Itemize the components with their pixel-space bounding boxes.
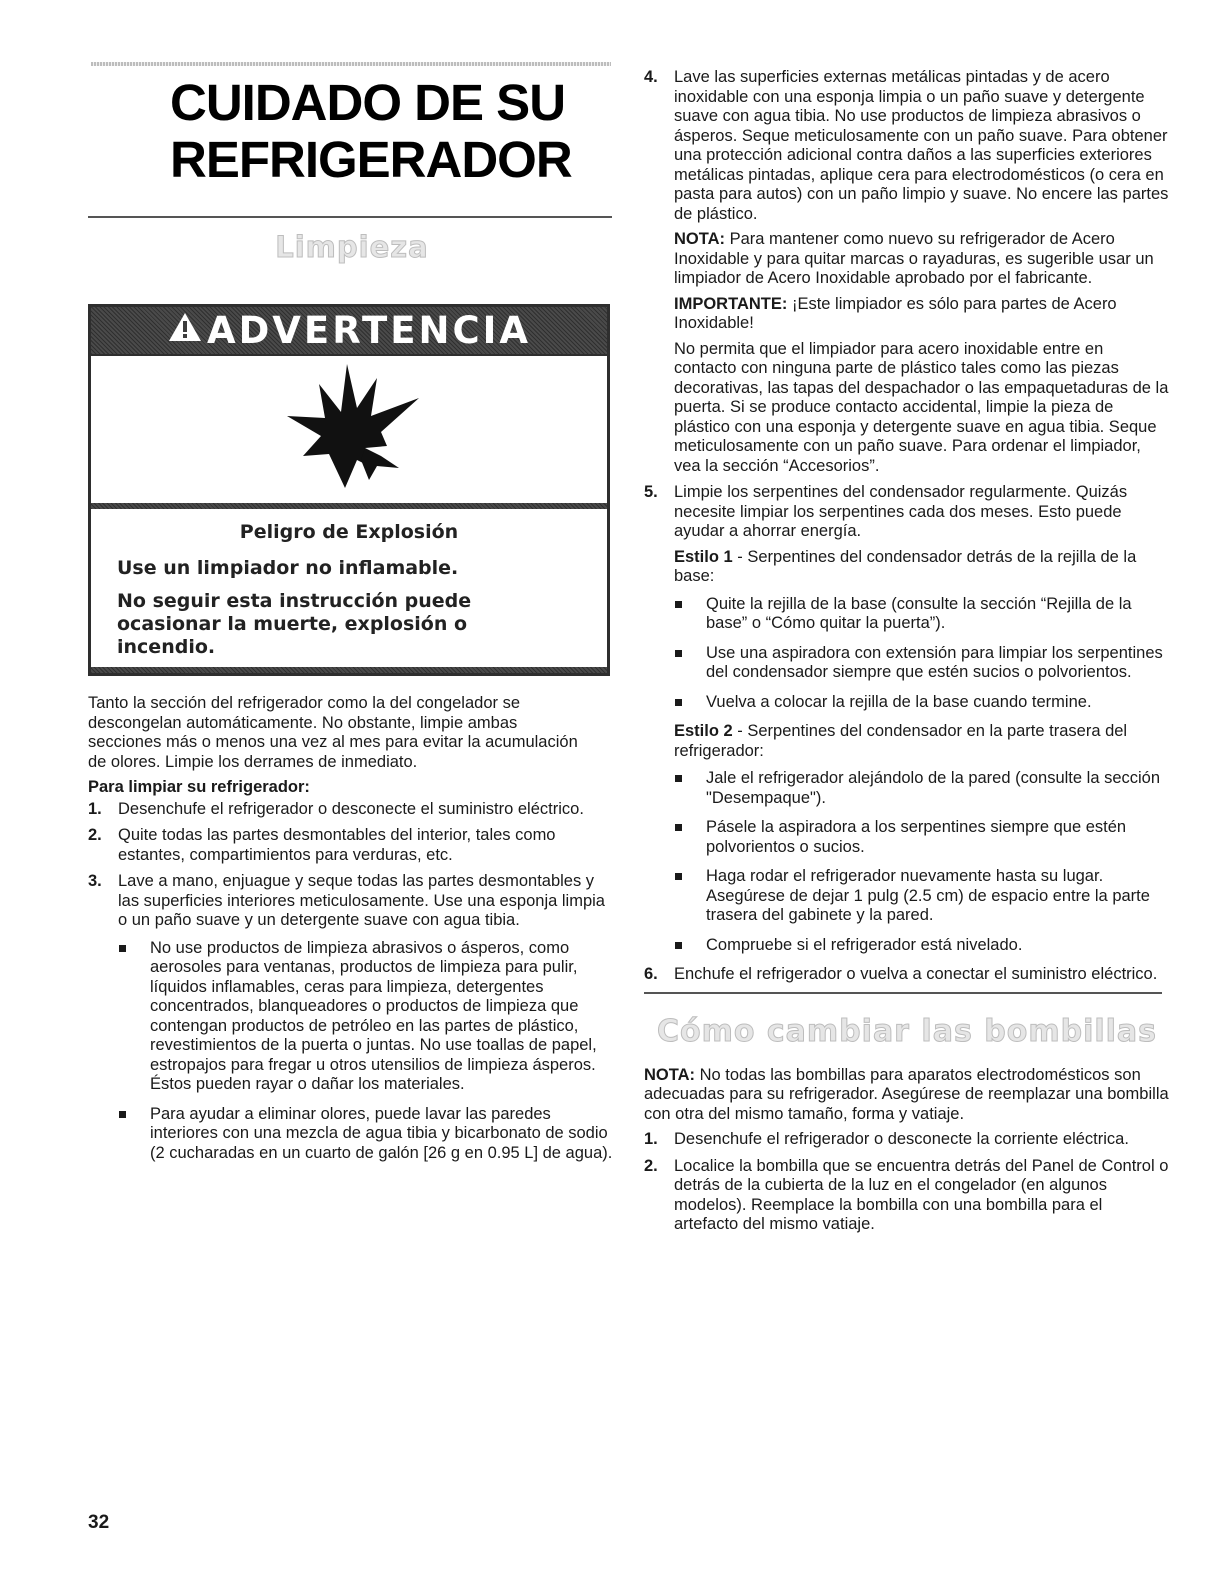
list-item: 1. Desenchufe el refrigerador o desconecte la corriente eléctrica. — [644, 1130, 1129, 1148]
warning-title: ADVERTENCIA — [206, 309, 532, 352]
bullet-item: Compruebe si el refrigerador está nivelado. — [674, 936, 1170, 956]
page-title — [170, 74, 616, 188]
section-heading-bulbs: Cómo cambiar las bombillas — [656, 1013, 1158, 1049]
warning-symbol-area — [91, 354, 607, 503]
warning-consequence: No seguir esta instrucción puede ocasionar la muerte, explosión o incendio. — [117, 590, 472, 658]
style2-heading: Estilo 2 - Serpentines del condensador en la parte trasera del refrigerador: — [674, 722, 1128, 760]
bulb-steps — [644, 1130, 1170, 1235]
warning-header — [91, 307, 607, 354]
warning-box — [88, 304, 610, 676]
divider — [644, 992, 1162, 994]
bullet-item: Haga rodar el refrigerador nuevamente hasta su lugar. Asegúrese de dejar 1 pulg (2.5 cm) de espacio entre la parte trasera del gabinete y la pared. — [674, 867, 1170, 926]
bullet-item: No use productos de limpieza abrasivos o ásperos, como aerosoles para ventanas, productos de limpieza para pulir, líquidos inflamables, ceras para limpieza, detergentes concentrados, blanqueadores o productos de limpieza que contengan productos de petróleo en las partes de plástico, revestimientos de la puerta o juntas. No use toallas de papel, estropajos para fregar u otros utensilios de limpieza ásperos. Éstos pueden rayar o dañar los materiales. — [118, 939, 616, 1095]
style2-bullets — [674, 769, 1170, 955]
bulbs-note: NOTA: No todas las bombillas para aparatos electrodomésticos son adecuadas para su refrigerador. Asegúrese de reemplazar una bombilla con otra del mismo tamaño, forma y vatiaje. — [644, 1065, 1169, 1123]
cleaning-steps — [88, 800, 616, 1164]
page-number: 32 — [88, 1512, 110, 1533]
list-item: 4. Lave las superficies externas metálicas pintadas y de acero inoxidable con una esponja limpia o un paño suave y detergente suave con agua tibia. No use productos de limpieza abrasivos o ásperos. Seque meticulosamente con un paño suave. Para obtener una protección adicional contra daños a las superficies exteriores metálicas pintadas, aplique cera para electrodomésticos (o cera en pasta para autos) con un paño limpio y suave. No encere las partes de plástico. NOTA: Para mantener como nuevo su refrigerador de Acero Inoxidable y para quitar marcas o rayaduras, es sugerible usar un limpiador de Acero Inoxidable aprobado por el fabricante. IMPORTANTE: ¡Este limpiador es sólo para partes de Acero Inoxidable! No permita que el limpiador para acero inoxidable entre en contacto con ninguna parte de plástico tales como las piezas decorativas, las tapas del despachador o las empaquetaduras de la puerta. Si se produce contacto accidental, limpie la pieza de plástico con una esponja y detergente suave en agua tibia. Seque meticulosamente con un paño suave. Para ordenar el limpiador, vea la sección “Accesorios”. — [644, 68, 1169, 475]
warning-text — [91, 509, 607, 667]
top-rule — [91, 62, 611, 66]
title-line-1: CUIDADO DE SU — [170, 74, 566, 131]
warning-triangle-icon — [167, 309, 203, 352]
warning-bottom-bar — [91, 667, 607, 673]
bullet-item: Vuelva a colocar la rejilla de la base cuando termine. — [674, 693, 1170, 713]
step3-bullets — [118, 939, 616, 1164]
warning-hazard: Peligro de Explosión — [239, 521, 459, 543]
section-heading-cleaning: Limpieza — [275, 230, 429, 264]
bullet-item: Para ayudar a eliminar olores, puede lavar las paredes interiores con una mezcla de agua tibia y bicarbonato de sodio (2 cucharadas en un cuarto de galón [26 g en 0.95 L] de agua). — [118, 1105, 616, 1164]
warning-instruction: Use un limpiador no inflamable. — [117, 557, 459, 579]
list-item: 2. Localice la bombilla que se encuentra detrás del Panel de Control o detrás de la cubierta de la luz en el congelador (en algunos modelos). Reemplace la bombilla con una bombilla para el artefacto del mismo vatiaje. — [644, 1156, 1169, 1233]
bullet-item: Use una aspiradora con extensión para limpiar los serpentines del condensador siempre que estén sucios o polvorientos. — [674, 644, 1170, 683]
title-line-2: REFRIGERADOR — [170, 131, 572, 188]
bullet-item: Pásele la aspiradora a los serpentines siempre que estén polvorientos o sucios. — [674, 818, 1170, 857]
right-column — [644, 66, 1170, 1242]
list-item: 5. Limpie los serpentines del condensador regularmente. Quizás necesite limpiar los serpentines cada dos meses. Esto puede ayudar a ahorrar energía. Estilo 1 - Serpentines del condensador detrás de la rejilla de la base: Quite la rejilla de la base (consulte la sección “Rejilla de la base” o “Cómo quitar la puerta”). Use una aspiradora con extensión para limpiar los serpentines del condensador siempre que estén sucios o polvorientos. Vuelva a colocar la rejilla de la base cuando termine. Estilo 2 - Serpentines del condensador en la parte trasera del refrigerador: Jale el refrigerador alejándolo de la pared (consulte la sección "Desempaque"). Pásele la aspiradora a los serpentines siempre que estén polvorientos o sucios. Haga rodar el refrigerador nuevamente hasta su lugar. Asegúrese de dejar 1 pulg (2.5 cm) de espacio entre la parte trasera del gabinete y la pared. Compruebe si el refrigerador está nivelado. — [644, 483, 1170, 955]
list-item: 6. Enchufe el refrigerador o vuelva a conectar el suministro eléctrico. — [644, 965, 1158, 983]
cleaning-steps-continued — [644, 68, 1170, 985]
note-paragraph: NOTA: Para mantener como nuevo su refrigerador de Acero Inoxidable y para quitar marcas o rayaduras, es sugerible usar un limpiador de Acero Inoxidable aprobado por el fabricante. — [674, 230, 1154, 287]
important-paragraph: IMPORTANTE: ¡Este limpiador es sólo para partes de Acero Inoxidable! — [674, 294, 1117, 332]
intro-paragraph: Tanto la sección del refrigerador como la del congelador se descongelan automáticamente. No obstante, limpie ambas secciones más o menos una vez al mes para evitar la acumulación de olores. Limpie los derrames de inmediato. — [88, 694, 578, 771]
left-column — [88, 62, 616, 1173]
list-item: 2. Quite todas las partes desmontables del interior, tales como estantes, compartimientos para verduras, etc. — [88, 826, 556, 864]
subheading: Para limpiar su refrigerador: — [88, 778, 310, 796]
list-item: 1. Desenchufe el refrigerador o desconecte el suministro eléctrico. — [88, 799, 584, 818]
bullet-item: Quite la rejilla de la base (consulte la sección “Rejilla de la base” o “Cómo quitar la puerta”). — [674, 595, 1170, 634]
divider — [88, 216, 612, 218]
bullet-item: Jale el refrigerador alejándolo de la pared (consulte la sección "Desempaque"). — [674, 769, 1170, 808]
style1-bullets — [674, 595, 1170, 713]
list-item: 3. Lave a mano, enjuague y seque todas las partes desmontables y las superficies interiores meticulosamente. Use una esponja limpia o un paño suave y un detergente suave con agua tibia. No use productos de limpieza abrasivos o ásperos, como aerosoles para ventanas, productos de limpieza para pulir, líquidos inflamables, ceras para limpieza, detergentes concentrados, blanqueadores o productos de limpieza que contengan productos de petróleo en las partes de plástico, revestimientos de la puerta o juntas. No use toallas de papel, estropajos para fregar u otros utensilios de limpieza ásperos. Éstos pueden rayar o dañar los materiales. Para ayudar a eliminar olores, puede lavar las paredes interiores con una mezcla de agua tibia y bicarbonato de sodio (2 cucharadas en un cuarto de galón [26 g en 0.95 L] de agua). — [88, 872, 616, 1163]
stainless-paragraph: No permita que el limpiador para acero inoxidable entre en contacto con ninguna parte de plástico tales como las piezas decorativas, las tapas del despachador o las empaquetaduras de la puerta. Si se produce contacto accidental, limpie la pieza de plástico con una esponja y detergente suave en agua tibia. Seque meticulosamente con un paño suave. Para ordenar el limpiador, vea la sección “Accesorios”. — [674, 339, 1169, 475]
explosion-icon — [269, 356, 429, 503]
style1-heading: Estilo 1 - Serpentines del condensador detrás de la rejilla de la base: — [674, 547, 1137, 585]
